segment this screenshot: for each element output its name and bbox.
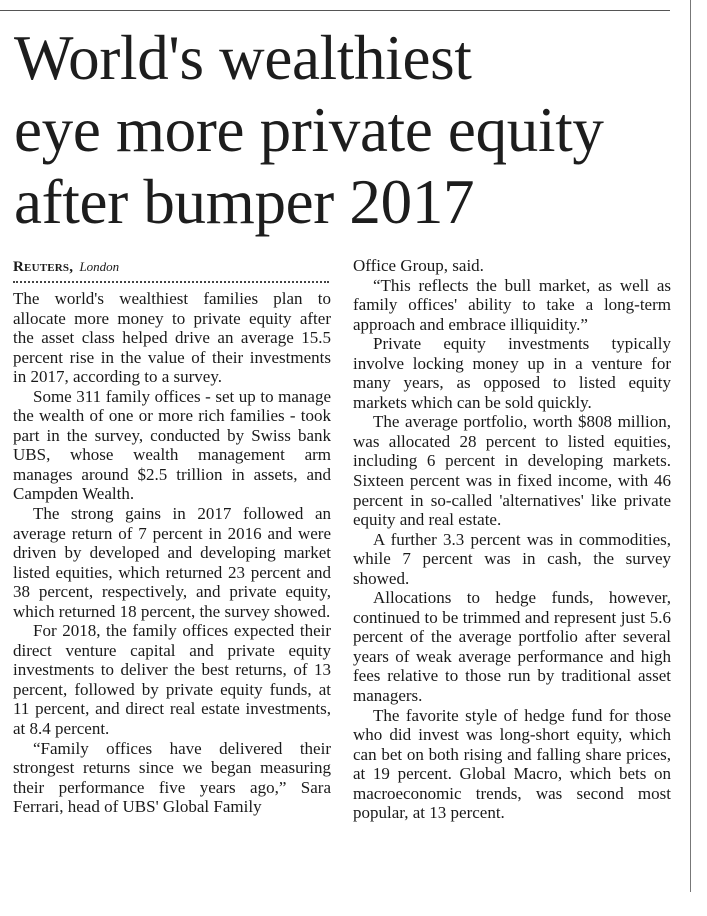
headline-line-2: eye more private equity — [14, 95, 604, 165]
byline-agency: Reuters, — [13, 259, 74, 275]
paragraph-10: Allocations to hedge funds, however, continued to be trimmed and represent just 5.6 percent of the average portfolio after several years of weak average performance and high fees relative to those run by traditional asset managers. — [353, 588, 671, 706]
dotted-divider — [13, 281, 329, 283]
paragraph-2: Some 311 family offices - set up to manage the wealth of one or more rich families - took part in the survey, conducted by Swiss bank UBS, whose wealth management arm manages around $2.5 trillion in assets, and Campden Wealth. — [13, 386, 331, 504]
paragraph-3: The strong gains in 2017 followed an average return of 7 percent in 2016 and were driven by developed and developing market listed equities, which returned 23 percent and 38 percent, respectively, and private equity, which returned 18 percent, the survey showed. — [13, 504, 331, 621]
headline-line-3: after bumper 2017 — [14, 167, 475, 237]
top-rule — [0, 10, 670, 11]
byline-city: London — [79, 259, 120, 274]
paragraph-continuation: Office Group, said. — [353, 256, 484, 275]
headline-line-1: World's wealthiest — [14, 23, 472, 93]
paragraph-9: A further 3.3 percent was in commodities, while 7 percent was in cash, the survey showed. — [353, 529, 671, 588]
byline — [13, 256, 331, 279]
article-column-right — [353, 256, 671, 823]
paragraph-8: The average portfolio, worth $808 million, was allocated 28 percent to listed equities, including 6 percent in developing markets. Sixteen percent was in fixed income, with 46 percent in so-called 'alternatives' like private equity and real estate. — [353, 412, 671, 530]
paragraph-4: For 2018, the family offices expected their direct venture capital and private equity investments to deliver the best returns, of 13 percent, followed by private equity funds, at 11 percent, and direct real estate investments, at 8.4 percent. — [13, 621, 331, 739]
paragraph-1: The world's wealthiest families plan to allocate more money to private equity after the asset class helped drive an average 15.5 percent rise in the value of their investments in 2017, according to a survey. — [13, 289, 331, 387]
paragraph-7: Private equity investments typically involve locking money up in a venture for many years, as opposed to listed equity markets which can be sold quickly. — [353, 334, 671, 412]
paragraph-5: “Family offices have delivered their strongest returns since we began measuring their performance five years ago,” Sara Ferrari, head of UBS' Global Family — [13, 738, 331, 817]
right-column-rule — [690, 0, 691, 892]
paragraph-6: “This reflects the bull market, as well as family offices' ability to take a long-term approach and embrace illiquidity.” — [353, 275, 671, 334]
paragraph-11: The favorite style of hedge fund for those who did invest was long-short equity, which can bet on both rising and falling share prices, at 19 percent. Global Macro, which bets on macroeconomic trends, was second most popular, at 13 percent. — [353, 705, 671, 823]
headline — [14, 22, 679, 238]
article-column-left — [13, 256, 331, 817]
